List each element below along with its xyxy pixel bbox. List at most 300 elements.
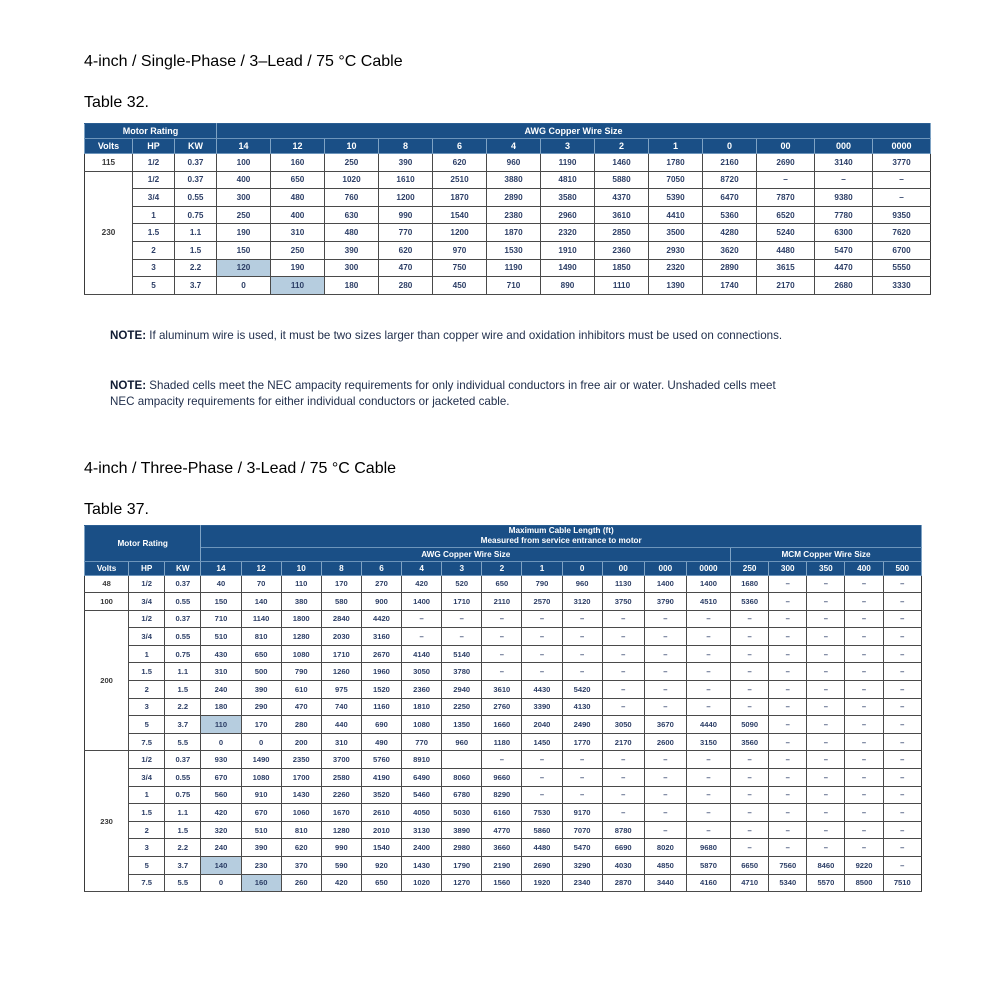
table-37-cell-value: 2010 bbox=[361, 821, 401, 839]
table-37-cell-value: 200 bbox=[281, 733, 321, 751]
table-37-cell-value: 520 bbox=[442, 575, 482, 593]
table-37-cell-value: – bbox=[883, 698, 921, 716]
table-37-cell-value: 1490 bbox=[241, 751, 281, 769]
table-37-cell-value: – bbox=[562, 610, 602, 628]
table-37-cell-hp: 1/2 bbox=[129, 575, 165, 593]
table-37-cell-kw: 3.7 bbox=[165, 857, 201, 875]
table-37-cell-value: 650 bbox=[482, 575, 522, 593]
table-37-col-header-3: 3 bbox=[442, 561, 482, 575]
table-32-col-header-10: 10 bbox=[325, 139, 379, 154]
table-32-cell-value: 250 bbox=[271, 241, 325, 259]
table-37-cell-value: – bbox=[644, 786, 686, 804]
table-37-cell-value: 390 bbox=[241, 681, 281, 699]
table-32-group-header-row bbox=[85, 124, 931, 139]
table-37-col-header-0000: 0000 bbox=[686, 561, 730, 575]
table-37-cell-value: – bbox=[482, 610, 522, 628]
table-37-cell-value: 8290 bbox=[482, 786, 522, 804]
table-37-cell-value: – bbox=[769, 575, 807, 593]
table-37-row bbox=[85, 769, 922, 787]
table-37-cell-value: – bbox=[731, 804, 769, 822]
table-37-cell-value: 0 bbox=[201, 733, 241, 751]
table-32-cell-value: 1020 bbox=[325, 171, 379, 189]
table-37-row bbox=[85, 804, 922, 822]
table-37-cell-value: 2340 bbox=[562, 874, 602, 892]
table-32-cell-value: 1850 bbox=[595, 259, 649, 277]
table-37-cell-value: 1920 bbox=[522, 874, 562, 892]
table-32-cell-value: 190 bbox=[217, 224, 271, 242]
table-37-cell-value: 3050 bbox=[402, 663, 442, 681]
table-37-col-header-10: 10 bbox=[281, 561, 321, 575]
table-37-cell-value: 280 bbox=[281, 716, 321, 734]
table-37-cell-value: – bbox=[731, 751, 769, 769]
table-37-cell-value: 1080 bbox=[281, 645, 321, 663]
table-37-cell-value: – bbox=[562, 786, 602, 804]
table-37-cell-value: 420 bbox=[201, 804, 241, 822]
table-37-cell-value: 1960 bbox=[361, 663, 401, 681]
table-37-cell-value: 240 bbox=[201, 681, 241, 699]
table-37-col-header-hp: HP bbox=[129, 561, 165, 575]
table-37-group-header-row-2 bbox=[85, 547, 922, 561]
table-37-cell-value: – bbox=[883, 575, 921, 593]
table-37-cell-value: 3050 bbox=[602, 716, 644, 734]
table-32-cell-value: 6300 bbox=[815, 224, 873, 242]
table-37-cell-hp: 1 bbox=[129, 645, 165, 663]
table-37-cell-value: 4770 bbox=[482, 821, 522, 839]
table-32-cell-value: 3500 bbox=[649, 224, 703, 242]
table-32-col-header-0: 0 bbox=[703, 139, 757, 154]
note-aluminum-wire bbox=[110, 328, 782, 344]
table-32-col-header-kw: KW bbox=[175, 139, 217, 154]
table-37 bbox=[84, 525, 922, 892]
table-37-cell-value: 2610 bbox=[361, 804, 401, 822]
table-37-cell-value: 2170 bbox=[602, 733, 644, 751]
table-37-cell-value: 440 bbox=[321, 716, 361, 734]
table-37-row bbox=[85, 857, 922, 875]
table-32-cell-kw: 0.37 bbox=[175, 171, 217, 189]
table-37-cell-hp: 5 bbox=[129, 716, 165, 734]
table-37-cell-value: 3790 bbox=[644, 593, 686, 611]
table-32-row bbox=[85, 224, 931, 242]
table-37-cell-value: – bbox=[769, 733, 807, 751]
table-37-cell-value bbox=[442, 751, 482, 769]
table-37-cell-value: 3130 bbox=[402, 821, 442, 839]
table-37-cell-value: 1710 bbox=[321, 645, 361, 663]
table-37-cell-value: 500 bbox=[241, 663, 281, 681]
table-37-cell-value: – bbox=[522, 751, 562, 769]
table-37-col-header-00: 00 bbox=[602, 561, 644, 575]
table-37-cell-hp: 3/4 bbox=[129, 593, 165, 611]
table-37-cell-value: 1270 bbox=[442, 874, 482, 892]
table-37-cell-kw: 1.1 bbox=[165, 663, 201, 681]
table-37-cell-value: – bbox=[845, 733, 883, 751]
table-32 bbox=[84, 123, 931, 295]
table-37-cell-value: – bbox=[731, 628, 769, 646]
table-37-cell-value: – bbox=[807, 751, 845, 769]
table-37-col-header-0: 0 bbox=[562, 561, 602, 575]
table-37-cell-value: – bbox=[686, 628, 730, 646]
table-37-cell-value: – bbox=[845, 698, 883, 716]
table-37-cell-value: 260 bbox=[281, 874, 321, 892]
table-37-cell-value: – bbox=[522, 663, 562, 681]
table-32-cell-value: 390 bbox=[325, 241, 379, 259]
table-37-cell-kw: 5.5 bbox=[165, 874, 201, 892]
table-32-col-header-4: 4 bbox=[487, 139, 541, 154]
max-cable-length-line1: Maximum Cable Length (ft) bbox=[508, 526, 614, 535]
table-32-cell-value: 160 bbox=[271, 154, 325, 172]
table-32-cell-value: – bbox=[873, 171, 931, 189]
table-37-cell-value: – bbox=[644, 663, 686, 681]
table-32-row bbox=[85, 206, 931, 224]
table-32-cell-value: 3615 bbox=[757, 259, 815, 277]
table-32-cell-value: 7050 bbox=[649, 171, 703, 189]
table-32-col-header-volts: Volts bbox=[85, 139, 133, 154]
table-32-cell-value: 3330 bbox=[873, 277, 931, 295]
table-32-cell-value: 1780 bbox=[649, 154, 703, 172]
table-37-cell-value: – bbox=[731, 839, 769, 857]
table-37-cell-value: – bbox=[769, 769, 807, 787]
table-32-cell-value: 960 bbox=[487, 154, 541, 172]
table-37-cell-kw: 1.1 bbox=[165, 804, 201, 822]
table-37-cell-hp: 1.5 bbox=[129, 804, 165, 822]
table-32-cell-value: 1490 bbox=[541, 259, 595, 277]
table-37-cell-value: – bbox=[845, 751, 883, 769]
table-37-column-header-row bbox=[85, 561, 922, 575]
table-37-cell-value: – bbox=[883, 681, 921, 699]
table-32-cell-value: 480 bbox=[271, 189, 325, 207]
table-37-cell-value: – bbox=[602, 628, 644, 646]
table-32-col-header-12: 12 bbox=[271, 139, 325, 154]
table-32-cell-value: 970 bbox=[433, 241, 487, 259]
table-37-cell-value: – bbox=[731, 769, 769, 787]
table-37-row bbox=[85, 786, 922, 804]
table-37-cell-value: 5460 bbox=[402, 786, 442, 804]
table-37-cell-value: – bbox=[807, 804, 845, 822]
table-37-cell-value: 2670 bbox=[361, 645, 401, 663]
table-37-cell-value: – bbox=[883, 663, 921, 681]
table-37-cell-value: 4850 bbox=[644, 857, 686, 875]
table-32-cell-hp: 3 bbox=[133, 259, 175, 277]
table-32-cell-value: 1200 bbox=[379, 189, 433, 207]
table-37-cell-value: 430 bbox=[201, 645, 241, 663]
table-32-row bbox=[85, 241, 931, 259]
table-37-cell-value: 230 bbox=[241, 857, 281, 875]
table-37-cell-hp: 3 bbox=[129, 698, 165, 716]
table-32-cell-value: 110 bbox=[271, 277, 325, 295]
table-37-cell-hp: 7.5 bbox=[129, 733, 165, 751]
table-37-cell-value: – bbox=[644, 804, 686, 822]
table-37-row bbox=[85, 610, 922, 628]
table-32-cell-value: 1910 bbox=[541, 241, 595, 259]
table-32-cell-value: 2850 bbox=[595, 224, 649, 242]
table-37-cell-value: 9680 bbox=[686, 839, 730, 857]
table-37-cell-value: – bbox=[883, 857, 921, 875]
table-37-cell-value: 470 bbox=[281, 698, 321, 716]
table-37-cell-value: – bbox=[686, 821, 730, 839]
table-37-cell-value: – bbox=[845, 716, 883, 734]
table-37-cell-value: – bbox=[522, 645, 562, 663]
table-37-cell-value: 990 bbox=[321, 839, 361, 857]
table-32-cell-value: 280 bbox=[379, 277, 433, 295]
group-header-motor-rating: Motor Rating bbox=[85, 124, 217, 139]
table-37-cell-value: 960 bbox=[442, 733, 482, 751]
table-37-cell-value: 1400 bbox=[402, 593, 442, 611]
table-37-cell-value: 2600 bbox=[644, 733, 686, 751]
table-37-cell-volts: 100 bbox=[85, 593, 129, 611]
table-37-cell-value: 4140 bbox=[402, 645, 442, 663]
table-37-cell-value: 9170 bbox=[562, 804, 602, 822]
table-32-cell-value: 4410 bbox=[649, 206, 703, 224]
table-32-cell-value: 300 bbox=[217, 189, 271, 207]
table-37-cell-value: – bbox=[522, 786, 562, 804]
table-37-cell-value: 1540 bbox=[361, 839, 401, 857]
table-37-cell-value: 6690 bbox=[602, 839, 644, 857]
table-32-cell-value: 5390 bbox=[649, 189, 703, 207]
table-32-cell-value: 1540 bbox=[433, 206, 487, 224]
table-37-cell-value: 810 bbox=[281, 821, 321, 839]
table-37-cell-value: – bbox=[769, 698, 807, 716]
table-37-cell-value: – bbox=[769, 663, 807, 681]
table-37-cell-value: – bbox=[769, 821, 807, 839]
table-37-head bbox=[85, 526, 922, 576]
table-37-cell-value: 650 bbox=[361, 874, 401, 892]
table-37-cell-value: – bbox=[845, 804, 883, 822]
table-32-cell-kw: 0.55 bbox=[175, 189, 217, 207]
table-32-cell-value: 2930 bbox=[649, 241, 703, 259]
table-37-cell-hp: 5 bbox=[129, 857, 165, 875]
table-37-cell-value: 110 bbox=[201, 716, 241, 734]
table-37-cell-value: – bbox=[845, 821, 883, 839]
table-37-cell-value: 3390 bbox=[522, 698, 562, 716]
table-32-container bbox=[84, 123, 931, 295]
table-37-row bbox=[85, 575, 922, 593]
table-37-cell-value: – bbox=[731, 698, 769, 716]
table-37-cell-value: 6160 bbox=[482, 804, 522, 822]
table-37-cell-value: – bbox=[883, 610, 921, 628]
table-37-row bbox=[85, 663, 922, 681]
table-37-cell-value: – bbox=[644, 645, 686, 663]
table-32-cell-value: – bbox=[873, 189, 931, 207]
table-37-cell-value: 6650 bbox=[731, 857, 769, 875]
table-37-cell-value: – bbox=[522, 610, 562, 628]
table-32-cell-value: 250 bbox=[325, 154, 379, 172]
table-37-row bbox=[85, 593, 922, 611]
table-37-cell-value: – bbox=[602, 681, 644, 699]
table-32-cell-value: 390 bbox=[379, 154, 433, 172]
table-37-cell-value: – bbox=[807, 786, 845, 804]
table-32-cell-value: 1390 bbox=[649, 277, 703, 295]
table-37-cell-value: 310 bbox=[321, 733, 361, 751]
table-37-cell-value: 4440 bbox=[686, 716, 730, 734]
table-32-cell-value: 2320 bbox=[649, 259, 703, 277]
table-37-cell-value: 420 bbox=[321, 874, 361, 892]
table-37-cell-value: – bbox=[644, 610, 686, 628]
table-37-cell-value: 740 bbox=[321, 698, 361, 716]
table-37-cell-value: – bbox=[883, 839, 921, 857]
table-37-cell-kw: 1.5 bbox=[165, 681, 201, 699]
table-37-cell-value: 110 bbox=[281, 575, 321, 593]
table-37-cell-value: – bbox=[807, 698, 845, 716]
table-37-cell-hp: 3 bbox=[129, 839, 165, 857]
table-37-cell-value: – bbox=[562, 663, 602, 681]
table-32-cell-value: 2690 bbox=[757, 154, 815, 172]
table-32-cell-value: 150 bbox=[217, 241, 271, 259]
table-32-cell-hp: 5 bbox=[133, 277, 175, 295]
table-37-cell-value: 2580 bbox=[321, 769, 361, 787]
table-37-cell-value: – bbox=[562, 628, 602, 646]
table-37-cell-hp: 7.5 bbox=[129, 874, 165, 892]
table-32-cell-value: 650 bbox=[271, 171, 325, 189]
table-37-cell-value: 6780 bbox=[442, 786, 482, 804]
table-32-cell-value: 4370 bbox=[595, 189, 649, 207]
table-37-cell-value: 7070 bbox=[562, 821, 602, 839]
table-37-cell-value: – bbox=[731, 786, 769, 804]
table-37-cell-value: – bbox=[402, 610, 442, 628]
table-32-body bbox=[85, 154, 931, 295]
table-32-cell-value: 750 bbox=[433, 259, 487, 277]
table-37-cell-value: – bbox=[731, 821, 769, 839]
table-37-cell-value: 270 bbox=[361, 575, 401, 593]
table-37-cell-value: – bbox=[769, 610, 807, 628]
table-32-cell-value: 770 bbox=[379, 224, 433, 242]
table-37-cell-value: 4480 bbox=[522, 839, 562, 857]
table-32-cell-value: 2510 bbox=[433, 171, 487, 189]
table-32-cell-value: 5240 bbox=[757, 224, 815, 242]
table-37-cell-value: 1700 bbox=[281, 769, 321, 787]
table-37-cell-kw: 2.2 bbox=[165, 839, 201, 857]
table-37-col-header-kw: KW bbox=[165, 561, 201, 575]
table-37-cell-value: – bbox=[686, 645, 730, 663]
table-37-cell-value: 2490 bbox=[562, 716, 602, 734]
table-37-cell-value: 670 bbox=[241, 804, 281, 822]
table-37-cell-value: 490 bbox=[361, 733, 401, 751]
note-text: If aluminum wire is used, it must be two sizes larger than copper wire and oxidation inhibitors must be used on connections. bbox=[146, 329, 783, 342]
table-32-cell-value: 3620 bbox=[703, 241, 757, 259]
table-37-cell-value: 510 bbox=[201, 628, 241, 646]
table-32-cell-value: 2960 bbox=[541, 206, 595, 224]
table-32-cell-value: 1610 bbox=[379, 171, 433, 189]
table-37-cell-value: 3160 bbox=[361, 628, 401, 646]
table-37-cell-value: – bbox=[845, 786, 883, 804]
note-shaded-cells bbox=[110, 378, 785, 410]
table-37-cell-value: 4710 bbox=[731, 874, 769, 892]
table-37-cell-value: 7510 bbox=[883, 874, 921, 892]
table-37-cell-hp: 1/2 bbox=[129, 610, 165, 628]
table-37-cell-value: – bbox=[807, 628, 845, 646]
table-37-cell-value: – bbox=[482, 663, 522, 681]
table-37-cell-value: 9660 bbox=[482, 769, 522, 787]
table-32-col-header-1: 1 bbox=[649, 139, 703, 154]
table-32-row bbox=[85, 154, 931, 172]
table-37-cell-value: – bbox=[731, 645, 769, 663]
table-37-cell-value: – bbox=[602, 663, 644, 681]
table-37-cell-value: 4130 bbox=[562, 698, 602, 716]
table-37-cell-value: 3660 bbox=[482, 839, 522, 857]
table-32-cell-kw: 1.1 bbox=[175, 224, 217, 242]
table-37-cell-value: – bbox=[807, 663, 845, 681]
table-32-cell-volts: 230 bbox=[85, 171, 133, 294]
table-37-cell-value: 770 bbox=[402, 733, 442, 751]
table-37-cell-volts: 48 bbox=[85, 575, 129, 593]
table-37-col-header-6: 6 bbox=[361, 561, 401, 575]
table-32-cell-value: 2680 bbox=[815, 277, 873, 295]
table-37-cell-value: – bbox=[522, 628, 562, 646]
table-32-col-header-hp: HP bbox=[133, 139, 175, 154]
table-37-cell-value: 1020 bbox=[402, 874, 442, 892]
table-37-label: Table 37. bbox=[84, 501, 149, 518]
table-37-cell-value: 5860 bbox=[522, 821, 562, 839]
table-37-cell-value: – bbox=[644, 628, 686, 646]
table-37-cell-kw: 0.75 bbox=[165, 786, 201, 804]
table-37-cell-kw: 5.5 bbox=[165, 733, 201, 751]
table-37-cell-value: 5470 bbox=[562, 839, 602, 857]
table-37-cell-value: 370 bbox=[281, 857, 321, 875]
table-37-cell-value: 3440 bbox=[644, 874, 686, 892]
table-37-cell-value: 5570 bbox=[807, 874, 845, 892]
table-37-cell-value: – bbox=[883, 645, 921, 663]
table-37-row bbox=[85, 628, 922, 646]
table-32-col-header-8: 8 bbox=[379, 139, 433, 154]
table-37-col-header-8: 8 bbox=[321, 561, 361, 575]
table-37-cell-value: – bbox=[602, 769, 644, 787]
table-37-cell-hp: 3/4 bbox=[129, 769, 165, 787]
table-37-cell-value: 790 bbox=[522, 575, 562, 593]
table-37-cell-value: 975 bbox=[321, 681, 361, 699]
table-32-cell-value: 5470 bbox=[815, 241, 873, 259]
table-37-cell-value: – bbox=[602, 610, 644, 628]
table-32-cell-value: 470 bbox=[379, 259, 433, 277]
table-37-row bbox=[85, 698, 922, 716]
table-37-cell-value: – bbox=[845, 610, 883, 628]
table-37-cell-value: 40 bbox=[201, 575, 241, 593]
table-32-cell-value: 7780 bbox=[815, 206, 873, 224]
table-37-cell-value: 2760 bbox=[482, 698, 522, 716]
table-37-col-header-14: 14 bbox=[201, 561, 241, 575]
table-32-cell-value: 2360 bbox=[595, 241, 649, 259]
table-37-cell-value: – bbox=[769, 839, 807, 857]
table-37-cell-kw: 2.2 bbox=[165, 698, 201, 716]
table-32-cell-value: 180 bbox=[325, 277, 379, 295]
table-37-cell-value: – bbox=[686, 804, 730, 822]
table-37-cell-value: – bbox=[602, 751, 644, 769]
table-32-cell-kw: 0.37 bbox=[175, 154, 217, 172]
table-32-cell-value: 9350 bbox=[873, 206, 931, 224]
table-37-cell-value: – bbox=[807, 575, 845, 593]
table-37-cell-value: 390 bbox=[241, 839, 281, 857]
table-37-cell-value: 1800 bbox=[281, 610, 321, 628]
table-37-cell-value: – bbox=[731, 681, 769, 699]
table-32-cell-value: 630 bbox=[325, 206, 379, 224]
table-37-cell-value: – bbox=[644, 751, 686, 769]
table-37-cell-value: – bbox=[769, 786, 807, 804]
table-37-col-header-volts: Volts bbox=[85, 561, 129, 575]
table-37-cell-value: 3560 bbox=[731, 733, 769, 751]
table-37-cell-value: 5340 bbox=[769, 874, 807, 892]
table-37-cell-value: – bbox=[845, 575, 883, 593]
table-37-row bbox=[85, 645, 922, 663]
table-37-cell-value: 3750 bbox=[602, 593, 644, 611]
table-37-cell-value: – bbox=[686, 698, 730, 716]
table-37-cell-value: 4510 bbox=[686, 593, 730, 611]
table-37-cell-value: – bbox=[883, 593, 921, 611]
table-37-col-header-1: 1 bbox=[522, 561, 562, 575]
table-37-cell-value: 1280 bbox=[281, 628, 321, 646]
table-37-cell-kw: 1.5 bbox=[165, 821, 201, 839]
table-37-cell-value: 3290 bbox=[562, 857, 602, 875]
table-37-cell-value: 1350 bbox=[442, 716, 482, 734]
table-32-cell-value: 3770 bbox=[873, 154, 931, 172]
table-32-row bbox=[85, 259, 931, 277]
table-37-cell-kw: 0.55 bbox=[165, 593, 201, 611]
